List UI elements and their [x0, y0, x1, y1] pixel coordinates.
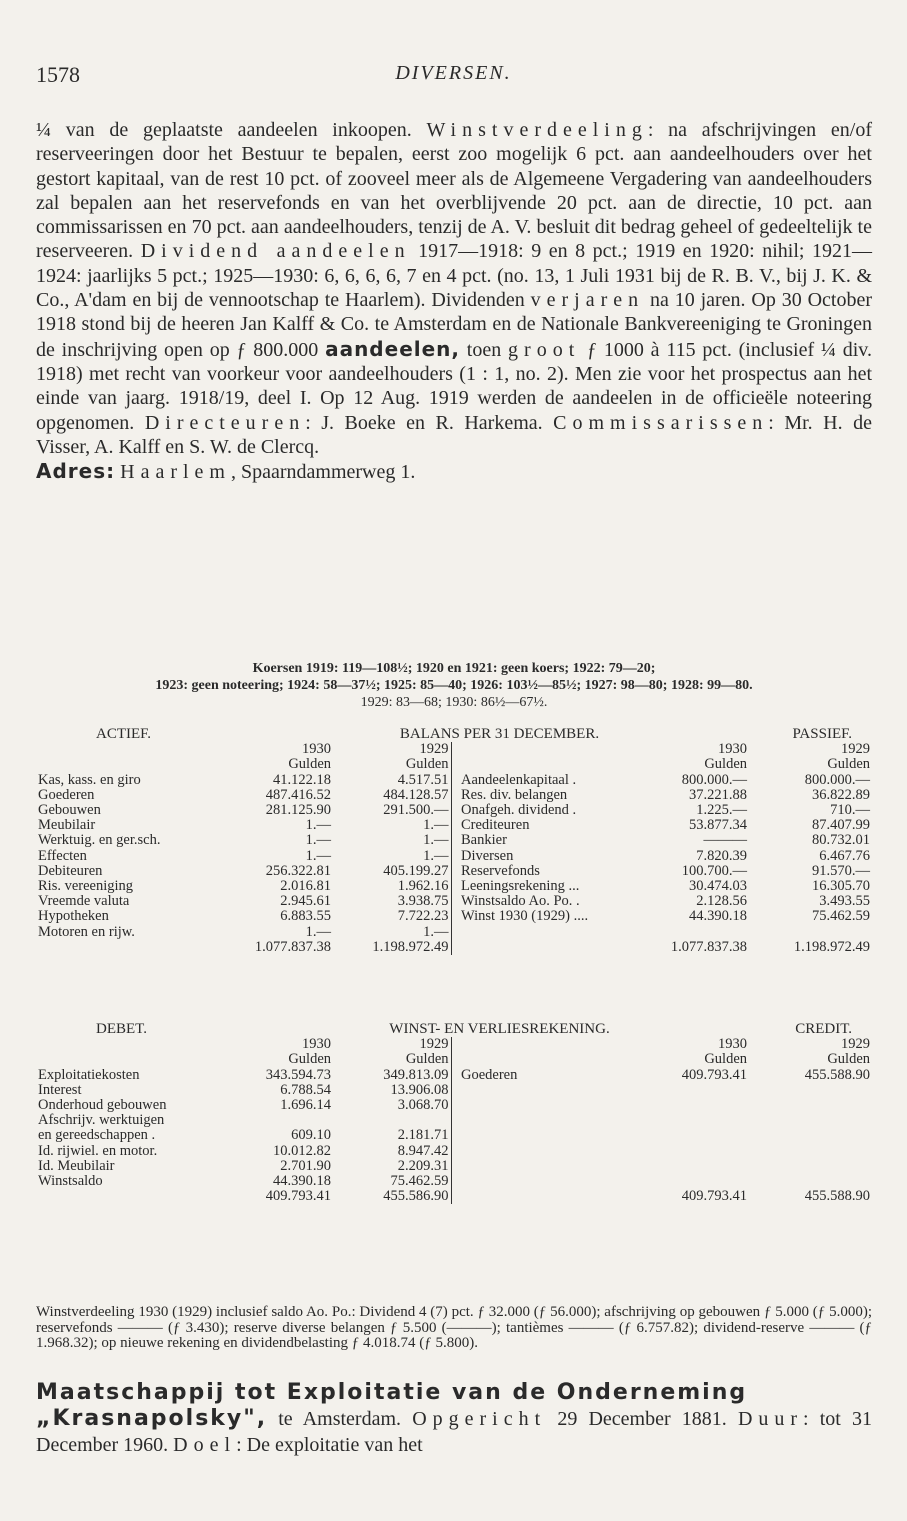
koersen-line: 1929: 83—68; 1930: 86½—67½. — [360, 695, 548, 710]
address-street: , Spaarndammerweg 1. — [230, 461, 416, 484]
address-label: Adres: — [36, 459, 116, 484]
debet-heading: DEBET. — [96, 1021, 147, 1037]
row-label: Exploitatiekosten — [38, 1066, 140, 1083]
koersen-line: 1923: geen noteering; 1924: 58—37½; 1925: 85—40; 1926: 103½—85½; 1927: 98—80; 1928: 99—80. — [155, 678, 753, 693]
cell-value: 87.407.99 — [812, 817, 870, 834]
table-row — [36, 864, 872, 879]
company-name: Maatschappij tot Exploitatie van de Onderneming — [36, 1380, 748, 1405]
column-divider — [451, 833, 459, 848]
cell-value: 75.462.59 — [390, 1173, 449, 1190]
total-passief-1929: 1.198.972.49 — [793, 938, 870, 955]
cell-value: 1.— — [305, 923, 331, 940]
balance-title: BALANS PER 31 DECEMBER. — [399, 726, 600, 742]
row-label — [459, 925, 644, 940]
row-label: Id. rijwiel. en motor. — [38, 1142, 158, 1159]
cell-value — [250, 1113, 333, 1128]
row-label: Gebouwen — [38, 802, 101, 819]
cell-value: 30.474.03 — [689, 878, 747, 895]
cell-value: 1.— — [305, 817, 331, 834]
company-name-2: „Krasnapolsky", — [36, 1406, 268, 1431]
page-header — [36, 62, 871, 92]
column-divider — [451, 818, 459, 833]
profit-loss-title: WINST- EN VERLIESREKENING. — [389, 1021, 610, 1037]
unit-header: Gulden — [405, 1051, 449, 1068]
text: 29 December 1881. — [546, 1408, 738, 1430]
total-debet-1929: 455.586.90 — [383, 1188, 449, 1205]
row-label: Res. div. belangen — [461, 786, 568, 803]
cell-value: 1.225.— — [696, 802, 747, 819]
column-divider — [451, 1159, 459, 1174]
cell-value — [644, 1128, 749, 1143]
spaced-term: Opgericht — [412, 1408, 547, 1430]
column-divider — [451, 1128, 459, 1143]
cell-value: 3.938.75 — [397, 893, 449, 910]
row-label: Afschrijv. werktuigen — [38, 1112, 165, 1129]
row-label: Kas, kass. en giro — [38, 771, 141, 788]
spaced-term: Directeuren — [144, 411, 306, 434]
row-label: Bankier — [461, 832, 507, 849]
table-row — [36, 879, 872, 894]
running-title: DIVERSEN. — [395, 62, 512, 84]
column-divider — [451, 909, 459, 924]
unit-header: Gulden — [827, 1051, 870, 1068]
column-divider — [451, 1083, 459, 1098]
row-label: Vreemde valuta — [38, 893, 130, 910]
cell-value: 710.— — [830, 802, 870, 819]
row-label: Werktuig. en ger.sch. — [38, 832, 161, 849]
spaced-term: Commissarissen — [553, 411, 769, 434]
cell-value — [333, 1113, 451, 1128]
table-row — [36, 818, 872, 833]
row-label: Ris. vereeniging — [38, 878, 134, 895]
year-header: 1930 — [302, 741, 331, 758]
passief-heading: PASSIEF. — [792, 726, 852, 742]
cell-value: 1.— — [423, 817, 449, 834]
text: ƒ 1000 à 115 pct. (inclusief ¼ div. 1918) met recht van voorkeur voor aandeelhouders (1 : 1, no. 2). Men zie voor het prospectus aan het einde van jaarg. 1918/19, deel I. Op 12 Aug. 1919 werden de aandeelen in de officieële noteering opgenomen. — [36, 338, 872, 434]
cell-value — [749, 1174, 872, 1189]
unit-header: Gulden — [288, 756, 331, 773]
cell-value — [644, 1113, 749, 1128]
address-city: Haarlem — [120, 461, 231, 484]
cell-value: 1.696.14 — [280, 1097, 331, 1114]
cell-value: 44.390.18 — [689, 908, 747, 925]
row-label: en gereedschappen . — [38, 1127, 156, 1144]
credit-heading: CREDIT. — [795, 1021, 852, 1037]
cell-value — [644, 1098, 749, 1113]
spaced-term: Duur — [737, 1408, 804, 1430]
cell-value: ——— — [703, 832, 747, 849]
cell-value — [749, 1128, 872, 1143]
text: : tot 31 December 1960. — [36, 1408, 873, 1456]
cell-value: 2.016.81 — [280, 878, 331, 895]
column-divider — [451, 1068, 459, 1083]
profit-loss-table — [36, 1022, 872, 1204]
cell-value: 343.594.73 — [265, 1066, 331, 1083]
table-row — [36, 1098, 872, 1113]
total-passief-1930: 1.077.837.38 — [670, 938, 747, 955]
spaced-term: Winstverdeeling — [426, 119, 648, 141]
year-header: 1929 — [419, 1036, 449, 1053]
spaced-term: Dividend aandeelen — [140, 240, 411, 263]
cell-value: 100.700.— — [681, 862, 747, 879]
column-divider — [451, 803, 459, 818]
column-divider — [451, 1174, 459, 1189]
cell-value: 16.305.70 — [812, 878, 870, 895]
cell-value — [644, 1144, 749, 1159]
cell-value — [749, 925, 872, 940]
cell-value: 36.822.89 — [812, 786, 870, 803]
row-label: Onafgeh. dividend . — [461, 802, 577, 819]
table-row — [36, 1113, 872, 1128]
company-description — [36, 118, 872, 484]
column-divider — [451, 864, 459, 879]
unit-header: Gulden — [827, 756, 870, 773]
cell-value: 6.788.54 — [280, 1081, 331, 1098]
table-row — [36, 773, 872, 788]
table-row — [36, 1159, 872, 1174]
total-actief-1930: 1.077.837.38 — [254, 938, 331, 955]
cell-value: 2.701.90 — [280, 1157, 331, 1174]
cell-value: 6.467.76 — [819, 847, 870, 864]
row-label — [459, 1144, 644, 1159]
text: : De exploitatie van het — [236, 1434, 423, 1456]
cell-value: 7.820.39 — [696, 847, 747, 864]
text: toen — [460, 338, 509, 361]
year-header: 1929 — [841, 1036, 870, 1053]
row-label: Winstsaldo Ao. Po. . — [461, 893, 580, 910]
row-label: Winst 1930 (1929) .... — [461, 908, 589, 925]
unit-header: Gulden — [288, 1051, 331, 1068]
page-number: 1578 — [36, 62, 80, 87]
price-history — [36, 660, 872, 711]
cell-value: 37.221.88 — [689, 786, 747, 803]
table-row — [36, 1144, 872, 1159]
cell-value — [749, 1144, 872, 1159]
total-actief-1929: 1.198.972.49 — [372, 938, 449, 955]
row-label: Reservefonds — [461, 862, 540, 879]
address-line — [36, 459, 872, 484]
cell-value: 405.199.27 — [383, 862, 449, 879]
cell-value: 2.181.71 — [397, 1127, 449, 1144]
cell-value: 1.— — [423, 923, 449, 940]
total-debet-1930: 409.793.41 — [265, 1188, 331, 1205]
row-label — [459, 1159, 644, 1174]
total-credit-1930: 409.793.41 — [681, 1188, 747, 1205]
cell-value: 4.517.51 — [397, 771, 449, 788]
cell-value: 409.793.41 — [681, 1066, 747, 1083]
row-label — [459, 1098, 644, 1113]
year-header: 1929 — [841, 741, 870, 758]
cell-value: 256.322.81 — [265, 862, 331, 879]
cell-value: 10.012.82 — [273, 1142, 331, 1159]
cell-value: 1.— — [423, 832, 449, 849]
cell-value — [749, 1083, 872, 1098]
column-divider — [451, 925, 459, 940]
column-divider — [451, 894, 459, 909]
table-row — [36, 925, 872, 940]
cell-value — [749, 1159, 872, 1174]
table-row — [36, 909, 872, 924]
row-label: Onderhoud gebouwen — [38, 1097, 167, 1114]
row-label: Meubilair — [38, 817, 96, 834]
unit-header: Gulden — [704, 756, 747, 773]
paragraph — [36, 118, 872, 459]
row-label: Goederen — [38, 786, 95, 803]
next-company-entry — [36, 1380, 872, 1458]
table-row — [36, 894, 872, 909]
table-row — [36, 803, 872, 818]
column-divider — [451, 849, 459, 864]
cell-value: 2.128.56 — [696, 893, 747, 910]
total-credit-1929: 455.588.90 — [804, 1188, 870, 1205]
profit-distribution-note: Winstverdeeling 1930 (1929) inclusief saldo Ao. Po.: Dividend 4 (7) pct. ƒ 32.000 (ƒ 56.000); afschrijving op gebouwen ƒ 5.000 (ƒ 5.000); reservefonds ——— (ƒ 3.430); reserve diverse belangen ƒ 5.500 (———); tantièmes ——— (ƒ 6.757.82); dividend-reserve ——— (ƒ 1.968.32); op nieuwe rekening en dividendbelasting ƒ 4.018.74 (ƒ 5.800). — [36, 1304, 872, 1351]
text: : Mr. H. de Visser, A. Kalff en S. W. de Clercq. — [36, 411, 872, 458]
row-label: Winstsaldo — [38, 1173, 103, 1190]
row-label: Id. Meubilair — [38, 1157, 115, 1174]
spaced-term: verjaren — [530, 289, 645, 312]
row-label — [459, 1083, 644, 1098]
row-label — [459, 1113, 644, 1128]
unit-header: Gulden — [704, 1051, 747, 1068]
year-header: 1930 — [718, 1036, 747, 1053]
cell-value: 3.493.55 — [819, 893, 870, 910]
row-label: Hypotheken — [38, 908, 109, 925]
cell-value: 1.— — [423, 847, 449, 864]
cell-value: 349.813.09 — [383, 1066, 449, 1083]
table-row — [36, 1174, 872, 1189]
year-header: 1929 — [419, 741, 449, 758]
cell-value: 41.122.18 — [273, 771, 331, 788]
cell-value: 53.877.34 — [689, 817, 747, 834]
row-label: Crediteuren — [461, 817, 530, 834]
cell-value: 13.906.08 — [390, 1081, 449, 1098]
text: 1917—1918: 9 en 8 pct.; 1919 en 1920: nihil; 1921—1924: jaarlijks 5 pct.; 1925—1930: 6, 6, 6, 6, 7 en 4 pct. (no. 13, 1 Juli 1931 bij de R. B. V., bij J. K. & Co., A'dam en bij de vennootschap te Haarlem). Dividenden — [36, 240, 872, 312]
table-row — [36, 833, 872, 848]
row-label: Effecten — [38, 847, 87, 864]
column-divider — [451, 788, 459, 803]
cell-value: 44.390.18 — [273, 1173, 331, 1190]
spaced-term: groot — [508, 338, 581, 361]
row-label — [459, 1174, 644, 1189]
row-label: Interest — [38, 1081, 82, 1098]
table-row — [36, 1128, 872, 1143]
row-label — [459, 1128, 644, 1143]
cell-value: 7.722.23 — [397, 908, 449, 925]
cell-value: 75.462.59 — [812, 908, 870, 925]
row-label: Debiteuren — [38, 862, 103, 879]
table-row — [36, 788, 872, 803]
cell-value — [749, 1113, 872, 1128]
cell-value: 6.883.55 — [280, 908, 331, 925]
cell-value: 800.000.— — [804, 771, 870, 788]
row-label: Diversen — [461, 847, 514, 864]
column-divider — [451, 773, 459, 788]
koersen-line: Koersen 1919: 119—108½; 1920 en 1921: geen koers; 1922: 79—20; — [252, 661, 656, 676]
cell-value: 609.10 — [291, 1127, 331, 1144]
cell-value — [644, 1083, 749, 1098]
column-divider — [451, 1113, 459, 1128]
cell-value — [644, 1159, 749, 1174]
balance-sheet-table — [36, 727, 872, 955]
cell-value: 91.570.— — [812, 862, 870, 879]
table-row — [36, 1083, 872, 1098]
text: ¼ van de geplaatste aandeelen inkoopen. — [36, 119, 427, 141]
row-label: Aandeelenkapitaal . — [461, 771, 577, 788]
text: te Amsterdam. — [267, 1408, 413, 1430]
table-row — [36, 849, 872, 864]
text: : na afschrijvingen en/of reserveeringen door het Bestuur te bepalen, eerst zoo mogelijk 6 pct. aan aandeelhouders over het gestort kapitaal, van de rest 10 pct. of zooveel meer als de Algemeene Vergadering van aandeelhouders zal bepalen aan het reservefonds en van het overblijvende 20 pct. aan de directie, 10 pct. aan commissarissen en 70 pct. aan aandeelhouders, tenzij de A. V. besluit dit bedrag geheel of gedeeltelijk te reserveeren. — [36, 119, 872, 263]
cell-value: 800.000.— — [681, 771, 747, 788]
actief-heading: ACTIEF. — [96, 726, 152, 742]
row-label: Leeningsrekening ... — [461, 878, 580, 895]
unit-header: Gulden — [405, 756, 449, 773]
cell-value: 2.209.31 — [397, 1157, 449, 1174]
cell-value: 281.125.90 — [265, 802, 331, 819]
cell-value — [644, 1174, 749, 1189]
cell-value — [644, 925, 749, 940]
cell-value: 291.500.— — [383, 802, 449, 819]
cell-value: 487.416.52 — [265, 786, 331, 803]
column-divider — [451, 1098, 459, 1113]
text: : J. Boeke en R. Harkema. — [305, 411, 554, 434]
year-header: 1930 — [302, 1036, 331, 1053]
cell-value — [749, 1098, 872, 1113]
year-header: 1930 — [718, 741, 747, 758]
cell-value: 2.945.61 — [280, 893, 331, 910]
cell-value: 80.732.01 — [812, 832, 870, 849]
cell-value: 1.— — [305, 832, 331, 849]
spaced-term: Doel — [173, 1434, 237, 1456]
cell-value: 8.947.42 — [397, 1142, 449, 1159]
cell-value: 484.128.57 — [383, 786, 449, 803]
row-label: Goederen — [461, 1066, 518, 1083]
cell-value: 1.962.16 — [397, 878, 449, 895]
table-row — [36, 1068, 872, 1083]
cell-value: 3.068.70 — [397, 1097, 449, 1114]
row-label: Motoren en rijw. — [38, 923, 135, 940]
cell-value: 1.— — [305, 847, 331, 864]
text: na 10 jaren. Op 30 October 1918 stond bij de heeren Jan Kalff & Co. te Amsterdam en de Nationale Bankvereeniging te Groningen de inschrijving open op ƒ 800.000 — [36, 289, 872, 361]
bold-term: aandeelen, — [325, 336, 461, 361]
column-divider — [451, 879, 459, 894]
column-divider — [451, 1144, 459, 1159]
cell-value: 455.588.90 — [804, 1066, 870, 1083]
